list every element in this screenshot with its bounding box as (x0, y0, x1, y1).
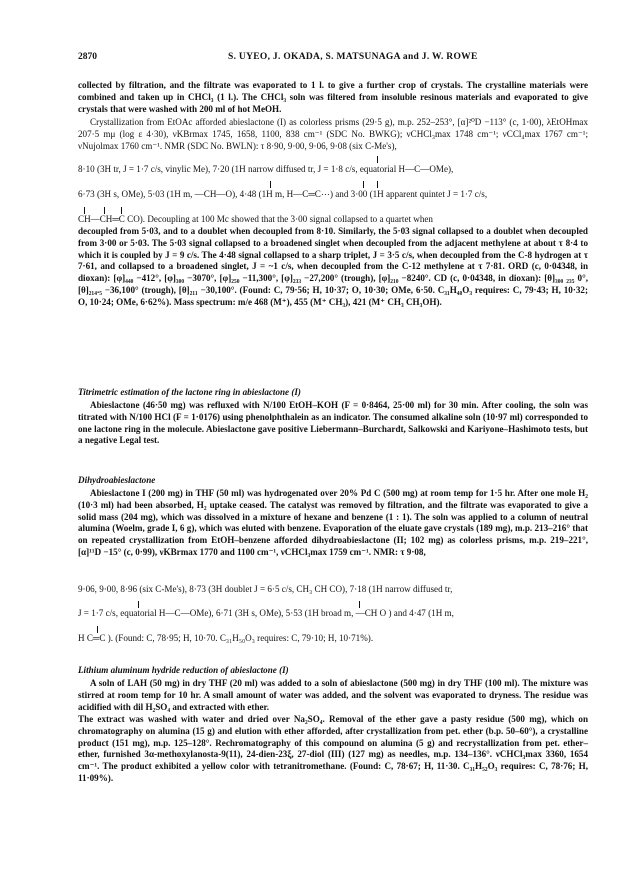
paragraph-dihydro: Abieslactone I (200 mg) in THF (50 ml) was hydrogenated over 20% Pd C (500 mg) at room temp for 1·5 hr. After one mole H₂ (10·3 ml) had been absorbed, H₂ uptake ceased. The catalyst was removed by filtration, and the filtrate was evaporated to give a solid mass (204 mg), which was dissolved in a mixture of hexane and benzene (1 : 1). The soln was applied to a column of neutral alumina (Woelm, grade I, 6 g), which was eluted with benzene. Evaporation of the eluate gave crystals (189 mg), m.p. 213–216° that on repeated crystallization from EtOH–benzene afforded dihydroabieslactone (II; 102 mg) as colorless prisms, m.p. 219–221°, [α]¹¹D −15° (c, 0·99), νKBrmax 1770 and 1100 cm⁻¹, νCHCl₃max 1759 cm⁻¹. NMR: τ 9·08, (78, 488, 588, 557)
paragraph-continuation: collected by filtration, and the filtrate was evaporated to 1 l. to give a further crop of crystals. The crystalline materials were combined and taken up in CHCl₃ (1 l.). The CHCl₃ soln was filtered from insoluble resinous materials and evaporated to give crystals that were washed with 200 ml of hot MeOH. (78, 80, 588, 114)
paragraph-titrimetric: Abieslactone (46·50 mg) was refluxed with N/100 EtOH–KOH (F = 0·8464, 25·00 ml) for 30 min. After cooling, the soln was titrated with N/100 HCl (F = 1·0176) using phenolphthalein as an indicator. The consumed alkaline soln (10·97 ml) corresponded to one lactone ring in the molecule. Abieslactone gave positive Liebermann–Burchardt, Salkowski and Kariyone–Hashimoto tests, but a negative Legal test. (78, 400, 588, 446)
structure-bond-mark (84, 207, 85, 214)
structure-bond-mark (270, 181, 271, 188)
nmr-line-dihydro-2: J = 1·7 c/s, equatorial H—C—OMe), 6·71 (3H s, OMe), 5·53 (1H broad m, —CH O ) and 4·47 (1H m, (78, 608, 454, 618)
structure-bond-mark (121, 207, 122, 214)
structure-bond-mark (138, 601, 139, 608)
nmr-line-2: 6·73 (3H s, OMe), 5·03 (1H m, —CH—O), 4·48 (1H m, H—C═C⋯) and 3·00 (1H apparent quintet J = 1·7 c/s, (78, 189, 488, 199)
nmr-line-dihydro-1: 9·06, 9·00, 8·96 (six C-Me's), 8·73 (3H doublet J = 6·5 c/s, CH₃ CH CO), 7·18 (1H narrow diffused tr, (78, 584, 453, 594)
paragraph-lah-reduction-bold: A soln of LAH (50 mg) in dry THF (20 ml) was added to a soln of abieslactone (500 mg) in dry THF (100 ml). The mixture was stirred at room temp for 10 hr. A small amount of water was added, and the solvent was evaporated to dryness. The residue was acidified with dil H₂SO₄ and extracted with ether. (78, 678, 588, 712)
structure-bond-mark (363, 181, 364, 188)
structure-bond-mark (97, 626, 98, 633)
section-heading-dihydro: Dihydroabieslactone (78, 475, 156, 485)
section-heading-lah-reduction: Lithium aluminum hydride reduction of abieslactone (I) (78, 665, 289, 675)
running-head-authors: S. UYEO, J. OKADA, S. MATSUNAGA and J. W. ROWE (228, 52, 478, 62)
paragraph-decoupling: decoupled from 5·03, and to a doublet when decoupled from 8·10. Similarly, the 5·03 signal collapsed to a doublet when decoupled from 3·00 or 5·03. The 5·03 signal collapsed to a broadened singlet when decoupled from the adjacent methylene at about τ 8·4 to which it is coupled by J = 9 c/s. The 4·48 signal collapsed to a sharp triplet, J = 3·5 c/s, when decoupled from the C-8 hydrogen at τ 7·61, and collapsed to a broadened singlet, J = ~1 c/s, when decoupled from the C-12 methylene at τ 7·81. ORD (c, 0·04348, in dioxan): [φ]₄₄₀ −412°, [φ]₃₀₀ −3070°, [φ]₂₅₀ −11,300°, [φ]₂₃₃ −27,200° (trough), [φ]₂₁₀ −8240°. CD (c, 0·04348, in dioxan): [θ]₃₀₀ ₂₃₅ 0°, [θ]₂₁₄.₅ −36,100° (trough), [θ]₂₁₁ −30,100°. (Found: C, 79·56; H, 10·37; O, 10·30; OMe, 6·50. C₃₁H₄₈O₃ requires: C, 79·43; H, 10·32; O, 10·24; OMe, 6·62%). Mass spectrum: m/e 468 (M⁺), 455 (M⁺ CH₃), 421 (M⁺ CH₃ CH₃OH). (78, 226, 588, 307)
structure-bond-mark (104, 207, 105, 214)
nmr-line-dihydro-3: H C═C ). (Found: C, 78·95; H, 10·70. C₃₁H₅₀O₃ requires: C, 79·10; H, 10·71%). (78, 633, 374, 643)
paragraph-lah-reduction: The extract was washed with water and dried over Na₂SO₄. Removal of the ether gave a pasty residue (500 mg), which on chromatography on alumina (15 g) and elution with ether afforded, after crystallization from pet. ether (b.p. 50–60°), a crystalline product (151 mg), m.p. 125–128°. Rechromatography of this compound on alumina (5 g) and recrystallization from pet. ether–ether, furnished 3α-methoxylanosta-9(11), 24-dien-23ξ, 27-diol (III) (127 mg) as needles, m.p. 134–136°. νCHCl₃max 3360, 1654 cm⁻¹. The product exhibited a yellow color with tetranitromethane. (Found: C, 78·67; H, 11·30. C₃₁H₅₂O₃ requires: C, 78·76; H, 11·09%). (78, 714, 588, 783)
section-heading-titrimetric: Titrimetric estimation of the lactone ring in abieslactone (I) (78, 387, 301, 397)
nmr-line-1: 8·10 (3H tr, J = 1·7 c/s, vinylic Me), 7·20 (1H narrow diffused tr, J = 1·8 c/s, equatorial H—C—OMe), (78, 164, 454, 174)
page-header (78, 52, 588, 66)
paragraph-abieslactone-crystallization: Crystallization from EtOAc afforded abieslactone (I) as colorless prisms (29·5 g), m.p. 252–253°, [α]²⁰D −113° (c, 1·00), λEtOHmax 207·5 mμ (log ε 4·30), νKBrmax 1745, 1658, 1100, 838 cm⁻¹ (SDC No. BWKG); νCHCl₃max 1748 cm⁻¹; νCCl₄max 1767 cm⁻¹; νNujolmax 1760 cm⁻¹. NMR (SDC No. BWLN): τ 8·90, 9·00, 9·06, 9·08 (six C-Me's), (78, 117, 588, 151)
page-number: 2870 (78, 52, 97, 62)
structure-bond-mark (377, 181, 378, 188)
nmr-line-3: CH—CH═C CO). Decoupling at 100 Mc showed that the 3·00 signal collapsed to a quartet when (78, 214, 433, 224)
structure-bond-mark (377, 156, 378, 163)
structure-bond-mark (359, 601, 360, 608)
